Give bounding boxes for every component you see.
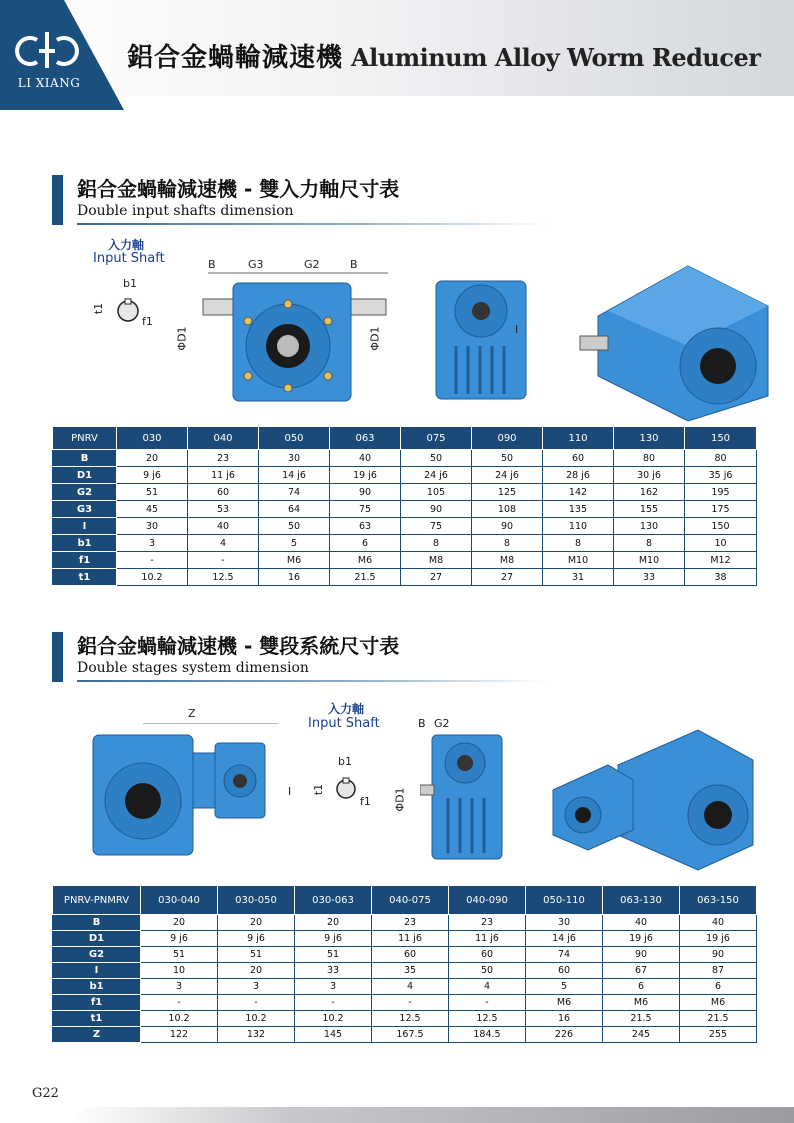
table-cell: 16 xyxy=(526,1011,603,1027)
table-column-header: 090 xyxy=(472,427,543,450)
table-column-header: 040-075 xyxy=(372,886,449,915)
double-stage-iso-drawing xyxy=(548,725,758,875)
table-cell: M8 xyxy=(401,552,472,569)
page-title-en: Aluminum Alloy Worm Reducer xyxy=(351,43,761,72)
table-cell: 132 xyxy=(218,1027,295,1043)
table-row-header: D1 xyxy=(53,467,117,484)
table-cell: - xyxy=(295,995,372,1011)
table-cell: 21.5 xyxy=(680,1011,757,1027)
table-cell: 4 xyxy=(449,979,526,995)
table-cell: - xyxy=(117,552,188,569)
table-cell: 14 j6 xyxy=(259,467,330,484)
table-cell: 3 xyxy=(117,535,188,552)
table-cell: M6 xyxy=(259,552,330,569)
dim-d1-2: ΦD1 xyxy=(393,787,407,812)
table-cell: 80 xyxy=(614,450,685,467)
table-cell: 4 xyxy=(372,979,449,995)
table-row xyxy=(53,1027,757,1043)
table-cell: 142 xyxy=(543,484,614,501)
table-cell: - xyxy=(449,995,526,1011)
table-cell: 175 xyxy=(685,501,757,518)
table-cell: 60 xyxy=(543,450,614,467)
table-cell: 21.5 xyxy=(603,1011,680,1027)
table-cell: M6 xyxy=(680,995,757,1011)
logo xyxy=(0,0,128,110)
table-cell: 105 xyxy=(401,484,472,501)
table-cell: 28 j6 xyxy=(543,467,614,484)
table-cell: 31 xyxy=(543,569,614,586)
table-cell: 38 xyxy=(685,569,757,586)
footer-bar xyxy=(70,1107,794,1123)
table-cell: M6 xyxy=(526,995,603,1011)
table-column-header: 130 xyxy=(614,427,685,450)
table-cell: 90 xyxy=(472,518,543,535)
table-row xyxy=(53,915,757,931)
table-cell: 8 xyxy=(401,535,472,552)
table-cell: 184.5 xyxy=(449,1027,526,1043)
input-shaft-label-en: Input Shaft xyxy=(93,251,165,266)
table-cell: M10 xyxy=(614,552,685,569)
dim-b-right: B xyxy=(350,258,358,271)
table-column-header: 040-090 xyxy=(449,886,526,915)
table-cell: 10.2 xyxy=(117,569,188,586)
table-row xyxy=(53,484,757,501)
iso-view-drawing xyxy=(578,256,778,426)
dim-g2: G2 xyxy=(304,258,320,271)
table-cell: 74 xyxy=(526,947,603,963)
table-row xyxy=(53,501,757,518)
table-row-header: D1 xyxy=(53,931,141,947)
table-cell: 3 xyxy=(218,979,295,995)
table-cell: 50 xyxy=(401,450,472,467)
table-row-header: G3 xyxy=(53,501,117,518)
table-cell: 75 xyxy=(401,518,472,535)
logo-shape xyxy=(0,0,128,110)
table-cell: 24 j6 xyxy=(472,467,543,484)
section1-table xyxy=(52,426,757,586)
table-cell: 20 xyxy=(117,450,188,467)
table-cell: 8 xyxy=(543,535,614,552)
table-cell: 80 xyxy=(685,450,757,467)
table-row xyxy=(53,931,757,947)
table-cell: 6 xyxy=(603,979,680,995)
table-cell: 40 xyxy=(680,915,757,931)
table-row xyxy=(53,467,757,484)
section-bar xyxy=(52,175,63,225)
table-cell: M6 xyxy=(603,995,680,1011)
dim-f1-2: f1 xyxy=(360,795,371,808)
dim-z: Z xyxy=(188,707,196,720)
table-cell: M12 xyxy=(685,552,757,569)
table-column-header: 050-110 xyxy=(526,886,603,915)
table-row-header: G2 xyxy=(53,947,141,963)
table-column-header: 030-063 xyxy=(295,886,372,915)
table-cell: 145 xyxy=(295,1027,372,1043)
double-stage-side-drawing xyxy=(420,733,510,863)
table-column-header: 110 xyxy=(543,427,614,450)
table-column-header: 030-040 xyxy=(141,886,218,915)
table-row xyxy=(53,963,757,979)
table-cell: 162 xyxy=(614,484,685,501)
shaft-section-icon xyxy=(108,291,148,331)
table-row xyxy=(53,552,757,569)
table-cell: - xyxy=(372,995,449,1011)
table-cell: 10.2 xyxy=(218,1011,295,1027)
table-cell: 53 xyxy=(188,501,259,518)
table-cell: 20 xyxy=(295,915,372,931)
table-cell: 27 xyxy=(472,569,543,586)
table-column-header: 075 xyxy=(401,427,472,450)
table-cell: 60 xyxy=(188,484,259,501)
table-row xyxy=(53,569,757,586)
table-cell: 12.5 xyxy=(449,1011,526,1027)
table-cell: M6 xyxy=(330,552,401,569)
table-cell: 51 xyxy=(141,947,218,963)
dim-i: I xyxy=(515,323,519,336)
table-cell: 3 xyxy=(141,979,218,995)
table-row-header: I xyxy=(53,963,141,979)
table-cell: 8 xyxy=(472,535,543,552)
table-cell: 10 xyxy=(685,535,757,552)
table-cell: 60 xyxy=(526,963,603,979)
table-cell: 14 j6 xyxy=(526,931,603,947)
table-cell: 30 xyxy=(526,915,603,931)
page-number: G22 xyxy=(32,1086,59,1101)
table-cell: 23 xyxy=(372,915,449,931)
table-row-header: G2 xyxy=(53,484,117,501)
table-row xyxy=(53,979,757,995)
table-cell: 255 xyxy=(680,1027,757,1043)
table-cell: 40 xyxy=(188,518,259,535)
table-cell: 30 xyxy=(259,450,330,467)
double-stage-front-drawing xyxy=(88,723,298,863)
table-cell: 19 j6 xyxy=(680,931,757,947)
table-cell: 11 j6 xyxy=(372,931,449,947)
section-rule xyxy=(77,223,547,225)
section1-heading xyxy=(52,175,572,225)
table-cell: 10 xyxy=(141,963,218,979)
dim-d1-right: ΦD1 xyxy=(368,326,382,351)
table-cell: 19 j6 xyxy=(603,931,680,947)
table-cell: 35 xyxy=(372,963,449,979)
table-cell: 16 xyxy=(259,569,330,586)
section1-drawing xyxy=(78,236,778,426)
table-cell: 6 xyxy=(680,979,757,995)
table-row xyxy=(53,947,757,963)
table-column-header: 050 xyxy=(259,427,330,450)
section2-title-en: Double stages system dimension xyxy=(77,660,309,676)
table-row-header: B xyxy=(53,450,117,467)
dim-g3: G3 xyxy=(248,258,264,271)
table-row-header: t1 xyxy=(53,569,117,586)
table-row-header: Z xyxy=(53,1027,141,1043)
table-cell: 90 xyxy=(401,501,472,518)
table-cell: 122 xyxy=(141,1027,218,1043)
table-cell: 63 xyxy=(330,518,401,535)
input-shaft-label-zh: 入力軸 xyxy=(108,238,145,252)
table-cell: 27 xyxy=(401,569,472,586)
table-column-header: 063-150 xyxy=(680,886,757,915)
table-row-header: b1 xyxy=(53,979,141,995)
table-cell: 90 xyxy=(603,947,680,963)
dim-b1-2: b1 xyxy=(338,755,352,768)
section2-table xyxy=(52,885,757,1043)
table-column-header: 063 xyxy=(330,427,401,450)
table-header-row xyxy=(53,886,757,915)
table-cell: 24 j6 xyxy=(401,467,472,484)
table-cell: 30 j6 xyxy=(614,467,685,484)
page-title xyxy=(127,37,760,74)
table-cell: 51 xyxy=(295,947,372,963)
table-row-header: b1 xyxy=(53,535,117,552)
table-cell: 9 j6 xyxy=(295,931,372,947)
table-row-header: I xyxy=(53,518,117,535)
table-cell: 4 xyxy=(188,535,259,552)
table-cell: 195 xyxy=(685,484,757,501)
table-cell: 67 xyxy=(603,963,680,979)
table-cell: 23 xyxy=(449,915,526,931)
table-cell: 12.5 xyxy=(188,569,259,586)
table-cell: 125 xyxy=(472,484,543,501)
table-cell: - xyxy=(141,995,218,1011)
dim-i-2: I xyxy=(288,785,292,798)
table-row xyxy=(53,450,757,467)
dim-t1: t1 xyxy=(92,302,106,315)
table-cell: 64 xyxy=(259,501,330,518)
table-cell: 30 xyxy=(117,518,188,535)
table-cell: 9 j6 xyxy=(141,931,218,947)
table-cell: 11 j6 xyxy=(188,467,259,484)
table-cell: 19 j6 xyxy=(330,467,401,484)
table-cell: 60 xyxy=(372,947,449,963)
dim-b-left: B xyxy=(208,258,216,271)
table-cell: 9 j6 xyxy=(218,931,295,947)
table-column-header: 030 xyxy=(117,427,188,450)
table-cell: 108 xyxy=(472,501,543,518)
table-cell: 40 xyxy=(603,915,680,931)
table-cell: 33 xyxy=(614,569,685,586)
table-cell: 50 xyxy=(259,518,330,535)
section-bar xyxy=(52,632,63,682)
logo-text: LI XIANG xyxy=(17,76,81,90)
table-row-header: B xyxy=(53,915,141,931)
dim-b-2: B xyxy=(418,717,426,730)
section2-title-zh: 鋁合金蝸輪減速機 - 雙段系統尺寸表 xyxy=(77,634,400,658)
section2-drawing xyxy=(88,695,778,875)
table-cell: - xyxy=(188,552,259,569)
table-cell: 33 xyxy=(295,963,372,979)
table-column-header: 150 xyxy=(685,427,757,450)
table-cell: 6 xyxy=(330,535,401,552)
table-corner-header: PNRV xyxy=(53,427,117,450)
table-cell: 90 xyxy=(330,484,401,501)
table-cell: M8 xyxy=(472,552,543,569)
table-row xyxy=(53,1011,757,1027)
section-rule xyxy=(77,680,547,682)
table-row xyxy=(53,535,757,552)
table-cell: 75 xyxy=(330,501,401,518)
table-cell: 11 j6 xyxy=(449,931,526,947)
table-cell: 226 xyxy=(526,1027,603,1043)
table-cell: 245 xyxy=(603,1027,680,1043)
table-cell: 5 xyxy=(259,535,330,552)
table-header-row xyxy=(53,427,757,450)
table-cell: 50 xyxy=(449,963,526,979)
front-view-drawing xyxy=(198,271,398,406)
table-cell: 110 xyxy=(543,518,614,535)
section2-heading xyxy=(52,632,572,682)
section1-title-zh: 鋁合金蝸輪減速機 - 雙入力軸尺寸表 xyxy=(77,177,400,201)
table-row xyxy=(53,995,757,1011)
table-cell: 8 xyxy=(614,535,685,552)
table-cell: 167.5 xyxy=(372,1027,449,1043)
dim-b1: b1 xyxy=(123,277,137,290)
table-row xyxy=(53,518,757,535)
dim-f1: f1 xyxy=(142,315,153,328)
table-cell: 50 xyxy=(472,450,543,467)
dim-t1-2: t1 xyxy=(312,783,326,796)
table-row-header: f1 xyxy=(53,995,141,1011)
table-cell: 20 xyxy=(218,915,295,931)
table-cell: 21.5 xyxy=(330,569,401,586)
shaft-section-icon-2 xyxy=(328,771,364,807)
dim-g2-2: G2 xyxy=(434,717,450,730)
dim-d1-left: ΦD1 xyxy=(175,326,189,351)
table-cell: 74 xyxy=(259,484,330,501)
side-view-drawing xyxy=(426,276,536,406)
table-cell: 51 xyxy=(117,484,188,501)
table-corner-header: PNRV-PNMRV xyxy=(53,886,141,915)
table-cell: 155 xyxy=(614,501,685,518)
table-cell: 10.2 xyxy=(295,1011,372,1027)
table-cell: 130 xyxy=(614,518,685,535)
table-column-header: 063-130 xyxy=(603,886,680,915)
input-shaft-label-en-2: Input Shaft xyxy=(308,716,380,731)
table-cell: M10 xyxy=(543,552,614,569)
table-cell: 5 xyxy=(526,979,603,995)
table-cell: 87 xyxy=(680,963,757,979)
table-cell: 3 xyxy=(295,979,372,995)
table-cell: 45 xyxy=(117,501,188,518)
table-column-header: 040 xyxy=(188,427,259,450)
table-cell: 10.2 xyxy=(141,1011,218,1027)
input-shaft-label-zh-2: 入力軸 xyxy=(328,702,365,716)
table-cell: 51 xyxy=(218,947,295,963)
table-cell: 20 xyxy=(141,915,218,931)
table-cell: 23 xyxy=(188,450,259,467)
table-column-header: 030-050 xyxy=(218,886,295,915)
table-cell: 150 xyxy=(685,518,757,535)
table-cell: 135 xyxy=(543,501,614,518)
table-cell: - xyxy=(218,995,295,1011)
page-title-zh: 鋁合金蝸輪減速機 xyxy=(127,43,344,73)
table-cell: 12.5 xyxy=(372,1011,449,1027)
table-cell: 60 xyxy=(449,947,526,963)
section1-title-en: Double input shafts dimension xyxy=(77,203,294,219)
table-row-header: f1 xyxy=(53,552,117,569)
table-cell: 20 xyxy=(218,963,295,979)
table-cell: 9 j6 xyxy=(117,467,188,484)
table-row-header: t1 xyxy=(53,1011,141,1027)
table-cell: 40 xyxy=(330,450,401,467)
table-cell: 35 j6 xyxy=(685,467,757,484)
table-cell: 90 xyxy=(680,947,757,963)
